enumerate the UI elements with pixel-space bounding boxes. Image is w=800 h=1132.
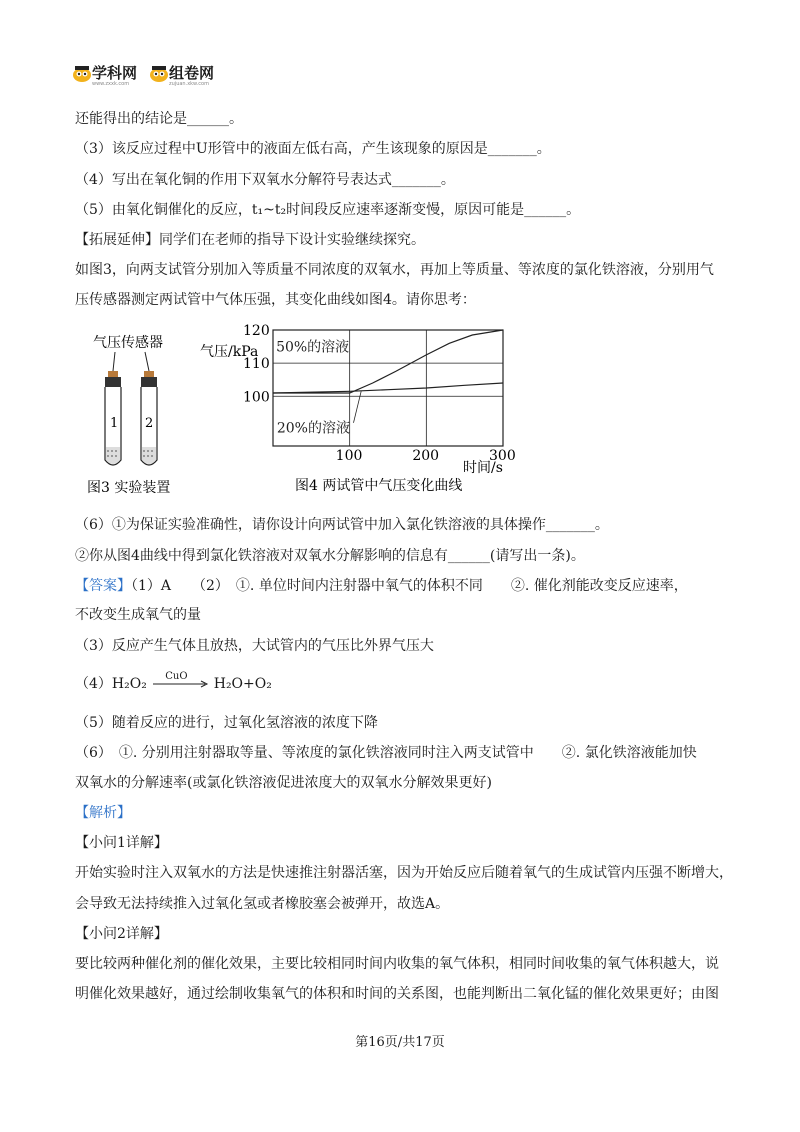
figure-3-caption: 图3 实验装置: [87, 480, 171, 496]
chart-series-label: 50%的溶液: [276, 339, 350, 356]
answer-line: [75, 577, 688, 595]
text-line: （5）由氧化铜催化的反应，t₁~t₂时间段反应速率逐渐变慢，原因可能是______。: [75, 202, 581, 218]
text-line: （4）写出在氧化铜的作用下双氧水分解符号表达式_______。: [75, 172, 455, 188]
logo2-sub: zujuan.xkw.com: [169, 81, 209, 87]
test-tube-2: [141, 371, 157, 465]
text-line: 【拓展延伸】同学们在老师的指导下设计实验继续探究。: [75, 232, 425, 248]
products: H₂O+O₂: [213, 676, 272, 692]
text-line: （6）①为保证实验准确性，请你设计向两试管中加入氯化铁溶液的具体操作_______。: [75, 517, 609, 533]
text-line: 还能得出的结论是______。: [75, 111, 243, 127]
answer-line: 不改变生成氧气的量: [75, 607, 201, 623]
section-heading: 【小问1详解】: [75, 835, 168, 851]
logo-xuekewang: [72, 62, 137, 87]
chart-ytick-label: 120: [243, 323, 270, 339]
logo1-text: 学科网: [92, 64, 138, 82]
section-heading: 【小问2详解】: [75, 926, 168, 942]
owl-logo-icon: [72, 64, 92, 82]
answer-equation: [75, 671, 272, 693]
chart-xtick-label: 200: [412, 448, 440, 464]
chart-ylabel: 气压/kPa: [200, 344, 259, 360]
answer-text: （1）A （2） ①. 单位时间内注射器中氧气的体积不同 ②. 催化剂能改变反应速率，: [131, 578, 688, 594]
sensor-wire: [145, 352, 149, 371]
text-line: ②你从图4曲线中得到氯化铁溶液对双氧水分解影响的信息有______(请写出一条)。: [75, 548, 585, 564]
logo-zujuanwang: [149, 62, 214, 87]
logo2-text: 组卷网: [169, 64, 215, 82]
text-line: 明催化效果越好，通过绘制收集氧气的体积和时间的关系图，也能判断出二氧化锰的催化效果更好；由图: [75, 986, 719, 1002]
sensor-label: 气压传感器: [93, 335, 163, 351]
text-line: 开始实验时注入双氧水的方法是快速推注射器活塞，因为开始反应后随着氧气的生成试管内压强不断增大，: [75, 865, 733, 881]
tube-1-label: 1: [110, 416, 119, 431]
chart-xlabel: 时间/s: [463, 460, 503, 476]
reaction-arrow: [151, 671, 209, 691]
figure-3-apparatus: [75, 325, 215, 500]
chart-series-line: [273, 383, 503, 393]
reactant: （4）H₂O₂: [75, 676, 147, 692]
text-line: 要比较两种催化剂的催化效果，主要比较相同时间内收集的氧气体积，相同时间收集的氧气体积越大，说: [75, 956, 719, 972]
sensor-wire: [113, 352, 115, 371]
chart-ytick-label: 110: [243, 356, 270, 373]
analysis-tag: 【解析】: [75, 805, 131, 821]
answer-line: （5）随着反应的进行，过氧化氢溶液的浓度下降: [75, 715, 378, 731]
answer-tag: 【答案】: [75, 578, 131, 594]
text-line: （3）该反应过程中U形管中的液面左低右高，产生该现象的原因是_______。: [75, 141, 551, 157]
text-line: 如图3，向两支试管分别加入等质量不同浓度的双氧水，再加上等质量、等浓度的氯化铁溶液，分别用气: [75, 262, 714, 278]
answer-line: （3）反应产生气体且放热，大试管内的气压比外界气压大: [75, 638, 434, 654]
chart-xtick-label: 100: [335, 448, 363, 464]
page-number: 第16页/共17页: [355, 1035, 445, 1050]
figure-4-caption: 图4 两试管中气压变化曲线: [295, 478, 463, 494]
test-tube-1: [105, 371, 121, 465]
catalyst-label: CuO: [165, 671, 188, 682]
text-line: 压传感器测定两试管中气体压强，其变化曲线如图4。请你思考：: [75, 292, 476, 308]
chart-xtick-label: 300: [489, 448, 516, 464]
chart-series-label: 20%的溶液: [276, 420, 350, 437]
owl-logo-icon: [149, 64, 169, 82]
chart-ytick-label: 100: [243, 389, 270, 406]
text-line: 会导致无法持续推入过氧化氢或者橡胶塞会被弹开，故选A。: [75, 896, 450, 912]
arrow-icon: [151, 677, 209, 691]
figure-4-chart: [195, 318, 525, 503]
tube-2-label: 2: [145, 416, 154, 431]
answer-line: 双氧水的分解速率(或氯化铁溶液促进浓度大的双氧水分解效果更好): [75, 775, 492, 791]
header-logos: [72, 62, 214, 87]
logo1-sub: www.zxxk.com: [92, 81, 130, 87]
answer-line: （6） ①. 分别用注射器取等量、等浓度的氯化铁溶液同时注入两支试管中 ②. 氯化铁溶液能加快: [75, 745, 697, 761]
